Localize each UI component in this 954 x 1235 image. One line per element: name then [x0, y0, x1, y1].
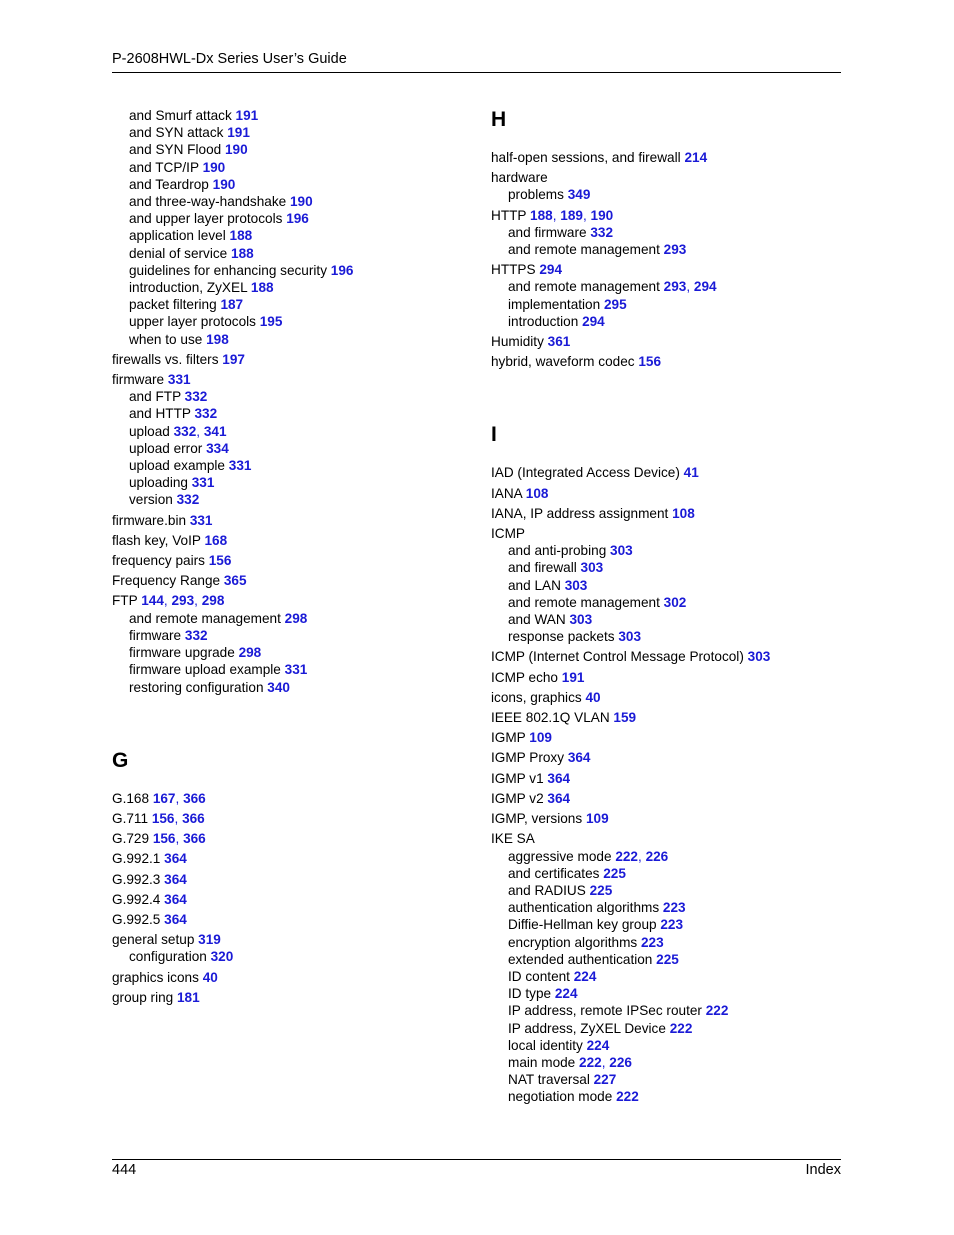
page-link[interactable]: 159 — [613, 710, 637, 726]
index-term: IEEE 802.1Q VLAN — [491, 710, 610, 726]
page-link[interactable]: 293 — [171, 593, 195, 609]
index-entry — [112, 989, 442, 1006]
index-subentry — [491, 865, 841, 882]
index-term: half-open sessions, and firewall — [491, 150, 681, 165]
index-term: ID type — [508, 986, 552, 1002]
index-entry — [112, 871, 442, 888]
index-subentry — [491, 313, 841, 330]
index-entry — [491, 669, 841, 686]
index-subentry — [112, 141, 442, 158]
index-subentry — [112, 679, 442, 696]
page-link[interactable]: 364 — [164, 851, 187, 867]
index-subentry — [491, 899, 841, 916]
index-subentry — [491, 224, 841, 241]
page-link[interactable]: 303 — [618, 629, 642, 645]
index-term: and HTTP — [129, 406, 191, 422]
index-subentry — [491, 594, 841, 611]
page-link[interactable]: 366 — [183, 790, 206, 806]
page-link[interactable]: 349 — [567, 187, 591, 203]
index-subentry — [112, 627, 442, 644]
page-link[interactable]: 332 — [173, 423, 197, 439]
page-link[interactable]: 331 — [284, 662, 308, 678]
index-term: packet filtering — [129, 297, 217, 313]
page-link[interactable]: 298 — [201, 593, 225, 609]
index-term: Humidity — [491, 334, 544, 350]
page-link[interactable]: 364 — [547, 770, 571, 786]
page-link[interactable]: 340 — [267, 679, 290, 695]
index-term: Frequency Range — [112, 573, 221, 589]
index-subentry — [491, 241, 841, 258]
index-column-right — [491, 107, 841, 1106]
index-entry: G.729 156, 366 — [112, 831, 206, 847]
index-subentry — [491, 186, 841, 203]
page-link[interactable]: 361 — [547, 334, 571, 350]
index-term: application level — [129, 228, 226, 244]
index-term: implementation — [508, 296, 601, 312]
index-subentry — [491, 934, 841, 951]
index-term: negotiation mode — [508, 1089, 613, 1105]
index-subentry: upload 332, 341 — [129, 423, 227, 439]
footer-page-number: 444 — [112, 1162, 137, 1178]
index-term: and remote management — [129, 610, 281, 626]
page-link[interactable]: 168 — [204, 532, 228, 548]
page-link[interactable]: 227 — [593, 1072, 617, 1088]
page-link[interactable]: 295 — [603, 296, 627, 312]
footer-rule — [112, 1159, 841, 1160]
index-entry — [112, 512, 442, 529]
index-entry — [491, 261, 841, 278]
index-term: IANA, IP address assignment — [491, 505, 669, 521]
index-term: and firewall — [508, 560, 577, 576]
page-link[interactable]: 191 — [235, 108, 259, 123]
page-link[interactable]: 302 — [663, 594, 687, 610]
index-term: G.168 — [112, 790, 150, 806]
page-link[interactable]: 109 — [529, 730, 552, 746]
page-link[interactable]: 364 — [164, 871, 187, 887]
index-term: ICMP — [491, 526, 525, 542]
index-term: upload error — [129, 440, 203, 456]
page-link[interactable]: 189 — [560, 207, 583, 223]
index-subentry — [112, 388, 442, 405]
index-term: and remote management — [508, 594, 660, 610]
index-subentry — [112, 644, 442, 661]
index-letter-heading: G — [112, 748, 129, 772]
index-entry — [112, 351, 442, 368]
index-subentry — [491, 577, 841, 594]
index-term: IGMP v1 — [491, 770, 544, 786]
index-term: general setup — [112, 932, 195, 948]
index-subentry — [112, 245, 442, 262]
page-link[interactable]: 198 — [206, 331, 229, 347]
index-term: NAT traversal — [508, 1072, 590, 1088]
index-term: configuration — [129, 949, 207, 965]
index-term: frequency pairs — [112, 553, 205, 569]
index-entry — [491, 830, 841, 847]
index-term: upper layer protocols — [129, 314, 256, 330]
page-link[interactable]: 334 — [206, 440, 229, 456]
index-subentry — [112, 159, 442, 176]
index-term: and firmware — [508, 224, 587, 240]
index-term: when to use — [129, 331, 203, 347]
header-rule — [112, 72, 841, 73]
index-term: and anti-probing — [508, 543, 607, 559]
index-subentry — [112, 661, 442, 678]
index-term: graphics icons — [112, 969, 199, 985]
page-link[interactable]: 341 — [203, 423, 227, 439]
index-term: upload — [129, 423, 170, 439]
page-link[interactable]: 303 — [569, 612, 593, 628]
index-term: G.992.5 — [112, 911, 161, 927]
page-link[interactable]: 294 — [582, 313, 605, 329]
index-term: G.992.1 — [112, 851, 161, 867]
page-link[interactable]: 187 — [220, 297, 244, 313]
page-link[interactable]: 303 — [747, 649, 771, 665]
page-link[interactable]: 222 — [579, 1054, 602, 1070]
page-link[interactable]: 190 — [212, 176, 236, 192]
page-link[interactable]: 293 — [663, 279, 687, 295]
page-link[interactable]: 156 — [152, 831, 176, 847]
index-term: ICMP echo — [491, 669, 558, 685]
page-link[interactable]: 222 — [616, 1089, 639, 1105]
index-entry — [112, 371, 442, 388]
index-entry — [112, 572, 442, 589]
index-subentry: aggressive mode 222, 226 — [508, 848, 669, 864]
index-entry — [491, 149, 841, 166]
index-term: and remote management — [508, 242, 660, 258]
page-link[interactable]: 197 — [222, 351, 245, 367]
index-entry — [491, 333, 841, 350]
index-term: response packets — [508, 629, 615, 645]
index-term: firmware upgrade — [129, 645, 235, 661]
index-term: IANA — [491, 485, 522, 501]
index-term: firmware upload example — [129, 662, 281, 678]
index-entry — [491, 810, 841, 827]
page-link[interactable]: 303 — [580, 560, 604, 576]
index-subentry — [491, 1071, 841, 1088]
page-link[interactable]: 366 — [182, 810, 205, 826]
index-entry — [112, 891, 442, 908]
page-link[interactable]: 190 — [202, 159, 226, 175]
page-link[interactable]: 156 — [208, 553, 232, 569]
page-link[interactable]: 298 — [238, 645, 262, 661]
index-term: IGMP v2 — [491, 790, 544, 806]
page-link[interactable]: 332 — [184, 627, 208, 643]
index-subentry — [491, 1002, 841, 1019]
index-entry — [491, 689, 841, 706]
index-entry — [491, 169, 841, 186]
page-link[interactable]: 225 — [603, 865, 626, 881]
index-entry: G.168 167, 366 — [112, 790, 206, 806]
page-link[interactable]: 319 — [198, 932, 221, 948]
index-term: icons, graphics — [491, 689, 582, 705]
page-link[interactable]: 226 — [645, 848, 669, 864]
index-term: flash key, VoIP — [112, 532, 201, 548]
index-subentry — [112, 107, 442, 124]
index-term: ICMP (Internet Control Message Protocol) — [491, 649, 744, 665]
index-subentry — [112, 227, 442, 244]
index-subentry — [491, 559, 841, 576]
page-link[interactable]: 303 — [564, 577, 588, 593]
page-link[interactable]: 190 — [224, 142, 248, 158]
index-entry — [112, 532, 442, 549]
page-link[interactable]: 364 — [547, 790, 571, 806]
index-term: FTP — [112, 593, 138, 609]
index-term: and Smurf attack — [129, 108, 232, 123]
index-term: IP address, remote IPSec router — [508, 1003, 702, 1019]
index-subentry — [112, 262, 442, 279]
page-link[interactable]: 225 — [589, 882, 613, 898]
index-term: upload example — [129, 458, 225, 474]
page-link[interactable]: 223 — [662, 900, 686, 916]
index-term: firmware.bin — [112, 512, 187, 528]
index-term: IGMP — [491, 730, 526, 746]
index-subentry — [491, 1088, 841, 1105]
page-link[interactable]: 224 — [573, 968, 597, 984]
page-link[interactable]: 156 — [638, 354, 662, 370]
page-link[interactable]: 226 — [609, 1054, 632, 1070]
page-link[interactable]: 225 — [656, 951, 679, 967]
index-term: introduction, ZyXEL — [129, 280, 248, 296]
page-link[interactable]: 224 — [586, 1037, 610, 1053]
index-term: firewalls vs. filters — [112, 351, 219, 367]
page-link[interactable]: 40 — [202, 969, 218, 985]
index-term: and three-way-handshake — [129, 194, 287, 210]
page-link[interactable]: 303 — [610, 543, 633, 559]
page-link[interactable]: 188 — [250, 280, 274, 296]
index-term: HTTP — [491, 207, 527, 223]
index-subentry — [112, 610, 442, 627]
index-entry — [491, 729, 841, 746]
page-link[interactable]: 331 — [228, 458, 252, 474]
index-subentry — [112, 491, 442, 508]
index-entry — [112, 969, 442, 986]
page-link[interactable]: 214 — [684, 150, 708, 165]
index-entry — [491, 353, 841, 370]
index-term: G.729 — [112, 831, 150, 847]
index-entry — [491, 790, 841, 807]
page-link[interactable]: 293 — [663, 242, 687, 258]
page-link[interactable]: 365 — [223, 573, 247, 589]
index-term: and TCP/IP — [129, 159, 199, 175]
page-link[interactable]: 109 — [585, 811, 609, 827]
index-subentry — [112, 405, 442, 422]
page-link[interactable]: 188 — [229, 228, 253, 244]
index-entry — [491, 464, 841, 481]
index-term: group ring — [112, 989, 174, 1005]
index-term: and SYN attack — [129, 125, 224, 141]
index-term: and RADIUS — [508, 882, 586, 898]
page-link[interactable]: 332 — [194, 406, 218, 422]
index-term: and WAN — [508, 612, 566, 628]
index-subentry — [491, 542, 841, 559]
index-subentry — [112, 331, 442, 348]
index-term: Diffie-Hellman key group — [508, 917, 657, 933]
page-header-title: P-2608HWL-Dx Series User’s Guide — [112, 51, 347, 67]
index-subentry — [491, 628, 841, 645]
page-link[interactable]: 222 — [615, 848, 638, 864]
index-subentry — [112, 474, 442, 491]
index-entry — [112, 931, 442, 948]
page-link[interactable]: 191 — [227, 125, 250, 141]
index-term: IAD (Integrated Access Device) — [491, 465, 680, 481]
index-term: restoring configuration — [129, 679, 264, 695]
index-subentry — [491, 968, 841, 985]
index-term: encryption algorithms — [508, 934, 638, 950]
index-subentry: and remote management 293, 294 — [508, 279, 717, 295]
page-link[interactable]: 144 — [141, 593, 164, 609]
page-link[interactable]: 364 — [164, 891, 187, 907]
index-term: version — [129, 492, 173, 508]
page-link[interactable]: 223 — [640, 934, 664, 950]
index-term: firmware — [112, 372, 165, 388]
index-subentry — [491, 916, 841, 933]
index-term: denial of service — [129, 245, 228, 261]
index-term: and certificates — [508, 865, 600, 881]
index-term: and remote management — [508, 279, 660, 295]
index-subentry — [491, 1037, 841, 1054]
index-term: firmware — [129, 627, 182, 643]
index-entry — [491, 709, 841, 726]
index-subentry — [112, 176, 442, 193]
index-entry — [491, 525, 841, 542]
page-link[interactable]: 294 — [539, 262, 563, 278]
index-term: ID content — [508, 968, 570, 984]
index-entry — [112, 552, 442, 569]
index-subentry — [112, 124, 442, 141]
page-link[interactable]: 364 — [164, 911, 187, 927]
page-link[interactable]: 332 — [184, 389, 208, 405]
page-link[interactable]: 190 — [590, 207, 614, 223]
page-link[interactable]: 108 — [672, 505, 695, 521]
page-link[interactable]: 224 — [554, 986, 578, 1002]
index-entry — [112, 911, 442, 928]
index-subentry — [491, 951, 841, 968]
index-entry — [491, 485, 841, 502]
page-link[interactable]: 331 — [167, 372, 191, 388]
index-subentry — [112, 296, 442, 313]
index-entry — [491, 749, 841, 766]
page-link[interactable]: 190 — [289, 194, 313, 210]
index-term: G.992.4 — [112, 891, 161, 907]
page-link[interactable]: 331 — [189, 512, 213, 528]
index-column-left — [112, 107, 442, 1006]
index-term: and upper layer protocols — [129, 211, 283, 227]
index-term: extended authentication — [508, 951, 653, 967]
index-term: G.711 — [112, 810, 149, 826]
page-link[interactable]: 167 — [152, 790, 176, 806]
index-term: IGMP, versions — [491, 811, 583, 827]
index-term: hardware — [491, 170, 548, 186]
page-link[interactable]: 196 — [330, 262, 354, 278]
page-link[interactable]: 320 — [210, 949, 234, 965]
page-link[interactable]: 196 — [286, 211, 309, 227]
page-link[interactable]: 332 — [176, 492, 200, 508]
index-term: uploading — [129, 475, 188, 491]
index-subentry — [112, 440, 442, 457]
index-subentry — [112, 313, 442, 330]
index-term: guidelines for enhancing security — [129, 262, 327, 278]
index-subentry: main mode 222, 226 — [508, 1054, 632, 1070]
index-term: and SYN Flood — [129, 142, 222, 158]
page-link[interactable]: 156 — [151, 810, 175, 826]
index-subentry — [491, 611, 841, 628]
index-entry: G.711 156, 366 — [112, 810, 205, 826]
index-letter-heading: H — [491, 108, 507, 131]
page-link[interactable]: 364 — [567, 750, 591, 766]
page-link[interactable]: 188 — [530, 207, 553, 223]
page-link[interactable]: 188 — [231, 245, 254, 261]
page-link[interactable]: 222 — [669, 1020, 693, 1036]
page-link[interactable]: 331 — [191, 475, 215, 491]
index-subentry — [112, 210, 442, 227]
index-term: and LAN — [508, 577, 561, 593]
page-link[interactable]: 223 — [660, 917, 684, 933]
index-term: and Teardrop — [129, 176, 209, 192]
index-letter-heading: I — [491, 423, 497, 447]
page-link[interactable]: 332 — [590, 224, 614, 240]
page-link[interactable]: 41 — [683, 465, 699, 481]
index-term: aggressive mode — [508, 848, 612, 864]
index-term: HTTPS — [491, 262, 536, 278]
index-term: IP address, ZyXEL Device — [508, 1020, 666, 1036]
index-term: problems — [508, 187, 564, 203]
index-term: G.992.3 — [112, 871, 161, 887]
index-subentry — [491, 985, 841, 1002]
index-entry — [491, 505, 841, 522]
index-entry: HTTP 188, 189, 190 — [491, 207, 614, 223]
index-term: hybrid, waveform codec — [491, 354, 635, 370]
page-link[interactable]: 298 — [284, 610, 308, 626]
index-term: introduction — [508, 313, 579, 329]
page-link[interactable]: 366 — [183, 831, 206, 847]
page-link[interactable]: 40 — [585, 689, 601, 705]
index-subentry — [112, 457, 442, 474]
index-term: local identity — [508, 1037, 583, 1053]
page-link[interactable]: 108 — [525, 485, 549, 501]
index-entry — [491, 648, 841, 665]
index-entry — [112, 850, 442, 867]
index-subentry — [491, 1020, 841, 1037]
index-term: and FTP — [129, 389, 181, 405]
index-subentry — [112, 279, 442, 296]
index-subentry — [491, 296, 841, 313]
index-subentry — [112, 193, 442, 210]
index-term: authentication algorithms — [508, 900, 660, 916]
footer-section-name: Index — [805, 1162, 841, 1178]
page-link[interactable]: 195 — [259, 314, 283, 330]
page-link[interactable]: 222 — [705, 1003, 729, 1019]
index-term: IGMP Proxy — [491, 750, 565, 766]
page-link[interactable]: 181 — [177, 989, 200, 1005]
index-term: IKE SA — [491, 831, 535, 847]
index-subentry — [491, 882, 841, 899]
index-term: main mode — [508, 1054, 576, 1070]
page-link[interactable]: 191 — [561, 669, 585, 685]
index-subentry — [112, 948, 442, 965]
index-entry — [491, 770, 841, 787]
page-link[interactable]: 294 — [693, 279, 717, 295]
index-entry: FTP 144, 293, 298 — [112, 593, 225, 609]
